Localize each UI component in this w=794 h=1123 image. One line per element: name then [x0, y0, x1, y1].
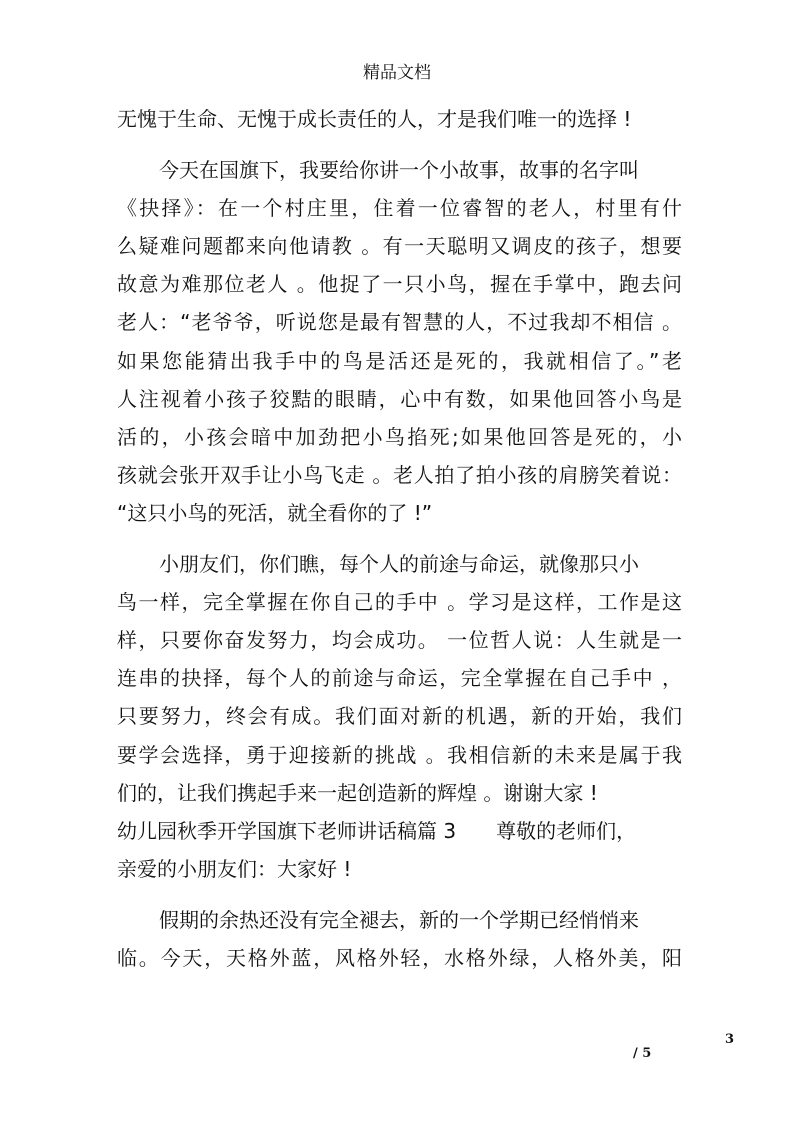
- text-line: 老人：“老爷爷，听说您是最有智慧的人，不过我却不相信 。: [117, 310, 682, 335]
- text-line: 么疑难问题都来向他请教 。有一天聪明又调皮的孩子，想要: [117, 234, 682, 259]
- text-line: 要学会选择，勇于迎接新的挑战 。我相信新的未来是属于我: [117, 742, 682, 767]
- text-line: 鸟一样，完全掌握在你自己的手中 。学习是这样，工作是这: [117, 590, 682, 615]
- text-line: 临。今天，天格外蓝，风格外轻，水格外绿，人格外美，阳: [117, 945, 682, 970]
- section-heading: 幼儿园秋季开学国旗下老师讲话稿篇 3: [117, 818, 457, 843]
- section-heading-line: [117, 812, 682, 850]
- text-line: 们的，让我们携起手来一起创造新的辉煌 。谢谢大家 !: [117, 780, 598, 805]
- text-line: 无愧于生命、无愧于成长责任的人，才是我们唯一的选择 !: [117, 107, 632, 131]
- text-line: 活的，小孩会暗中加劲把小鸟掐死;如果他回答是死的，小: [117, 424, 682, 449]
- page-total: / 5: [633, 1046, 652, 1061]
- paragraph-first-line: 今天在国旗下，我要给你讲一个小故事，故事的名字叫: [159, 158, 639, 183]
- text-line: 样，只要你奋发努力，均会成功。 一位哲人说：人生就是一: [117, 628, 682, 653]
- text-line: 孩就会张开双手让小鸟飞走 。老人拍了拍小孩的肩膀笑着说：: [117, 462, 682, 487]
- text-line: 人注视着小孩子狡黠的眼睛，心中有数，如果他回答小鸟是: [117, 386, 682, 411]
- text-line: 《抉择》：在一个村庄里，住着一位睿智的老人，村里有什: [117, 196, 682, 221]
- page-number: 3: [725, 1032, 735, 1047]
- text-line: 如果您能猜出我手中的鸟是活还是死的，我就相信了。”老: [117, 348, 682, 373]
- document-header-title: 精品文档: [363, 63, 431, 83]
- paragraph-first-line: 小朋友们，你们瞧，每个人的前途与命运，就像那只小: [159, 552, 639, 577]
- salutation-teachers: 尊敬的老师们，: [496, 818, 637, 843]
- text-line: 只要努力，终会有成。我们面对新的机遇，新的开始，我们: [117, 704, 682, 729]
- text-line: “这只小鸟的死活，就全看你的了 !”: [117, 500, 433, 525]
- salutation-children: 亲爱的小朋友们：大家好 !: [117, 856, 352, 881]
- document-body: [117, 100, 682, 977]
- paragraph-first-line: 假期的余热还没有完全褪去，新的一个学期已经悄悄来: [159, 907, 639, 932]
- text-line: 故意为难那位老人 。他捉了一只小鸟，握在手掌中，跑去问: [117, 272, 682, 297]
- text-line: 连串的抉择，每个人的前途与命运，完全掌握在自己手中 ，: [117, 666, 682, 691]
